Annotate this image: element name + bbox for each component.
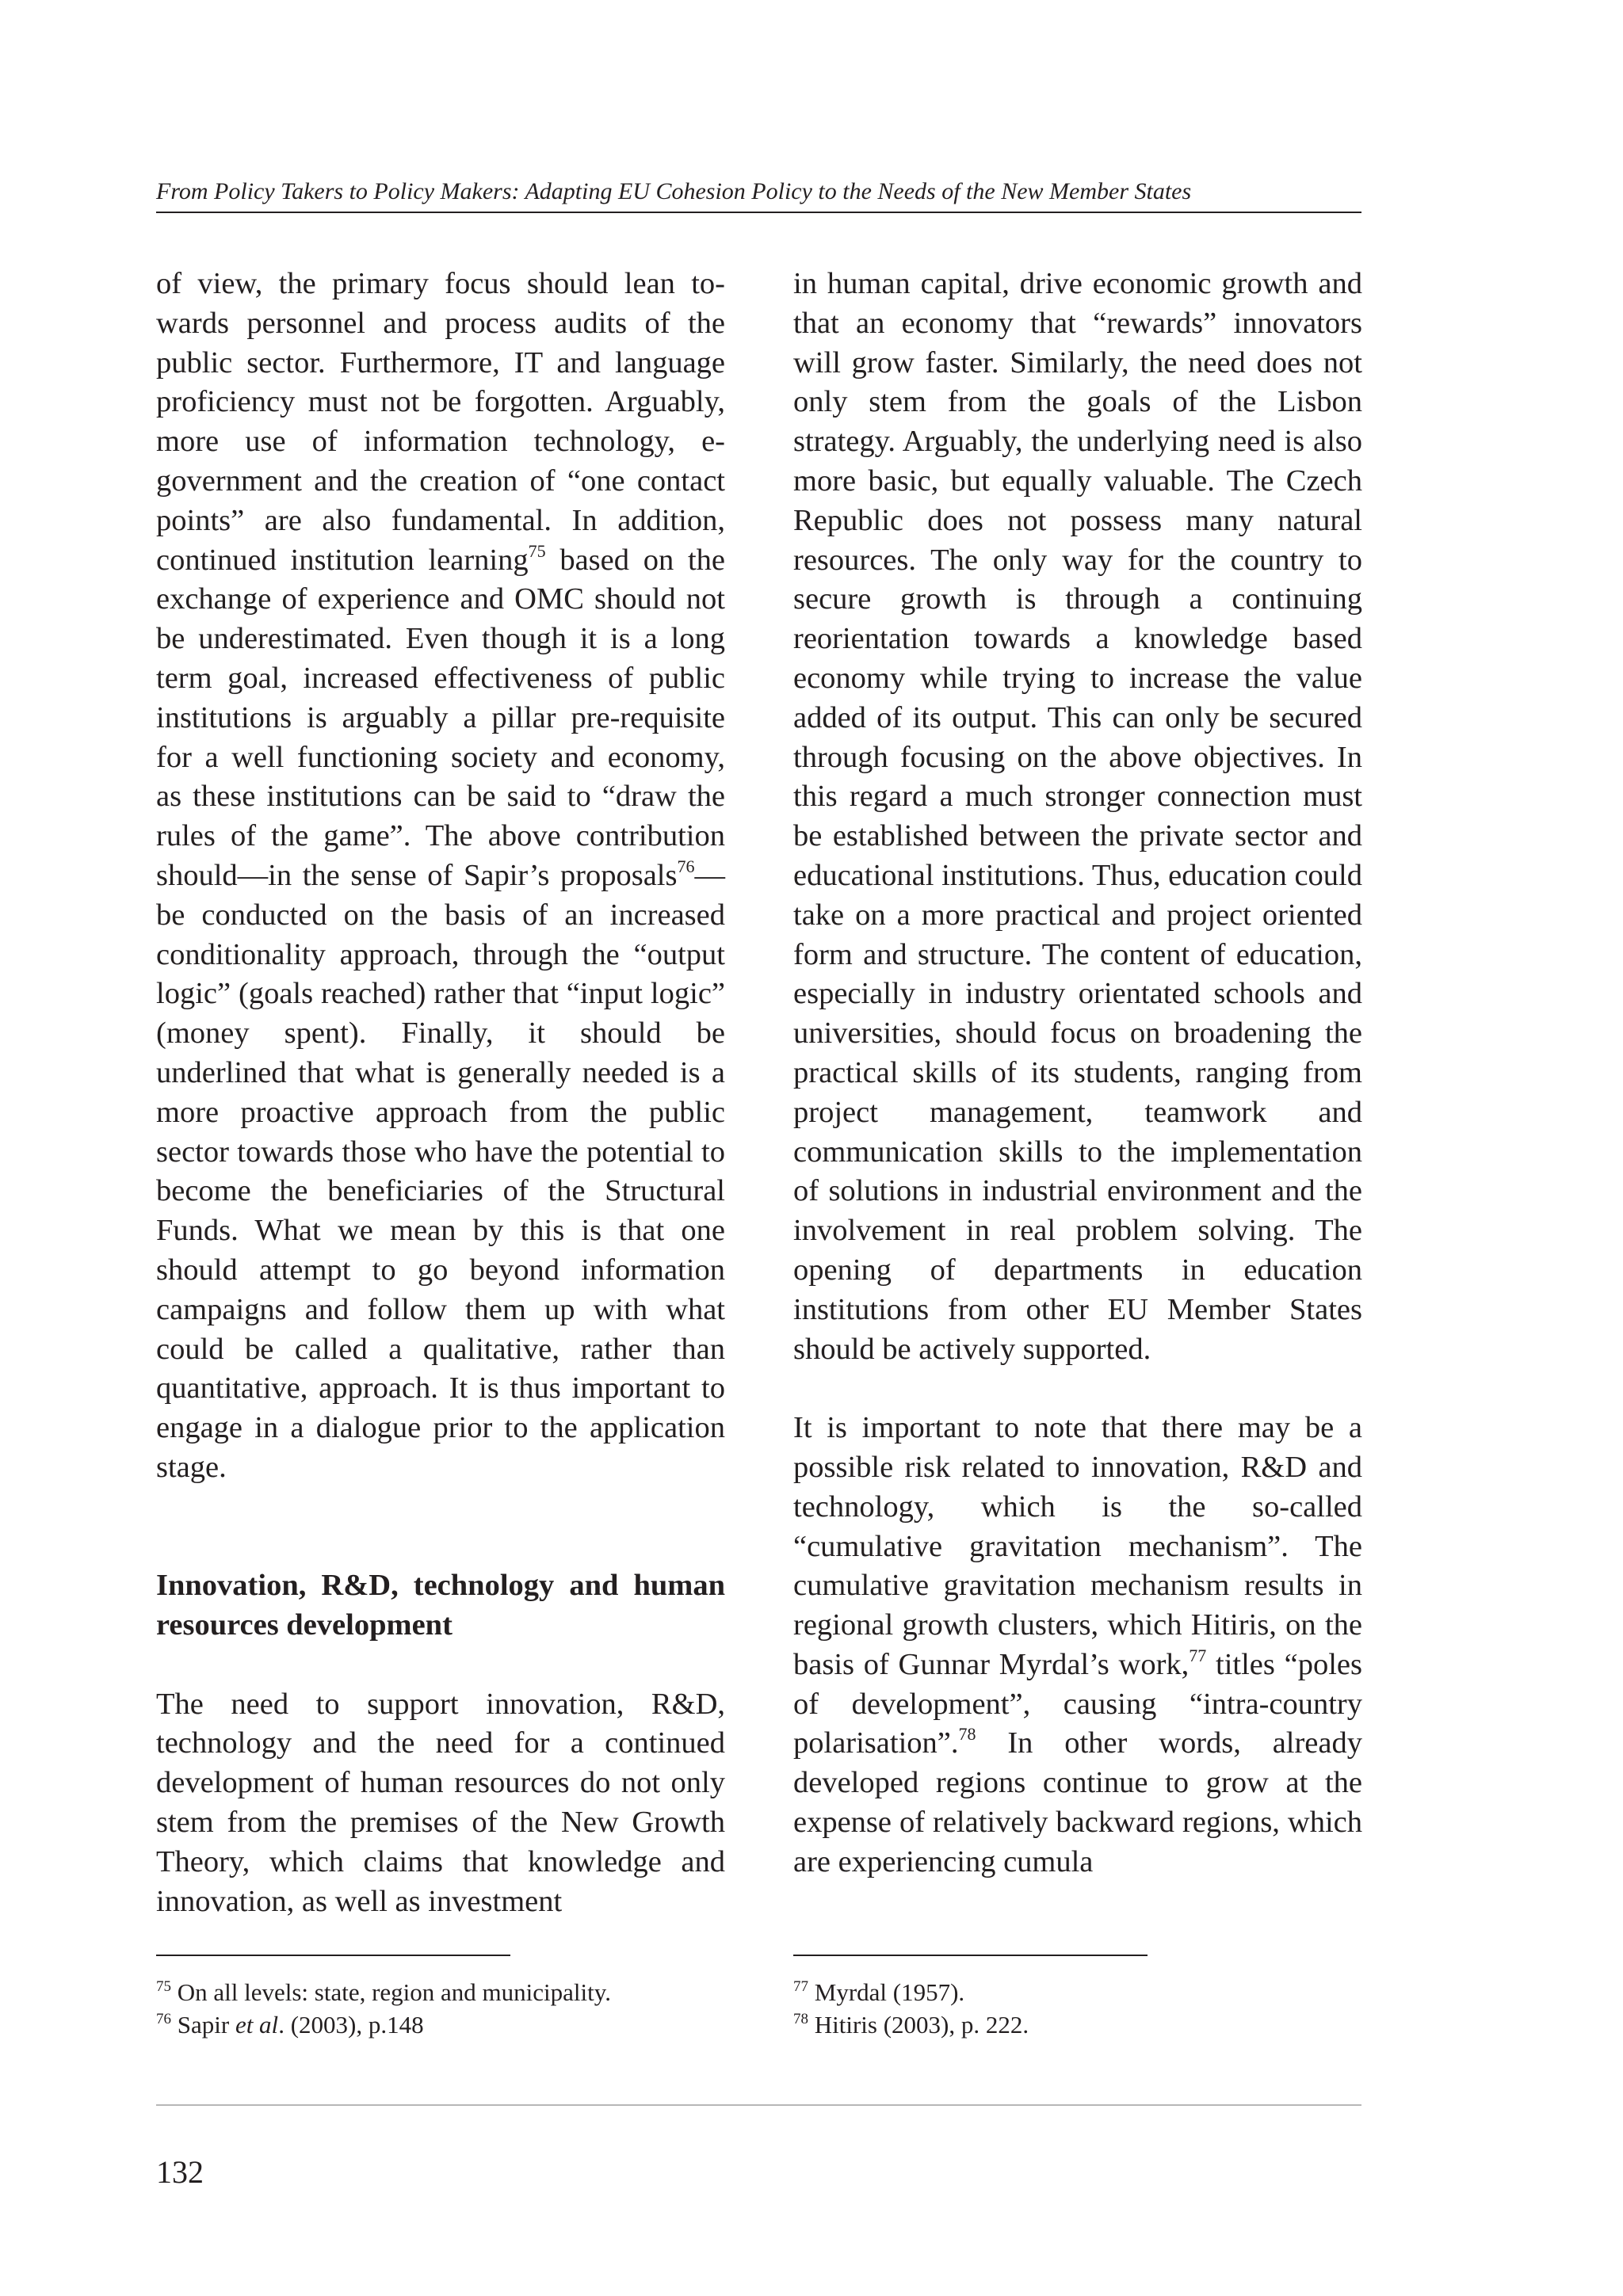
footnote-number: 75 (156, 1978, 171, 1995)
footnote-76 (156, 2008, 725, 2041)
body-paragraph: The need to support innovation, R&D, technology and the need for a continued development of human resources do not only stem from the premises of the New Growth Theory, which claims that knowledge and innovation, as well as investment (156, 1687, 725, 1918)
footnote-rule (793, 1955, 1148, 1956)
paragraph-text: of view, the primary focus should lean towards personnel and process audits of the public sector. Furthermore, IT and language proficiency must not be forgotten. Arguably, more use of information technology, e-government and the creation of “one contact points” are also fundamental. In addition, continued institution learning (156, 267, 725, 577)
footnote-ref-76: 76 (677, 856, 695, 876)
header-rule (156, 212, 1361, 213)
page-number: 132 (156, 2154, 204, 2190)
footnote-ref-78: 78 (958, 1724, 976, 1745)
body-paragraph: in human capital, drive economic growth and that an economy that “rewards” innovators will grow faster. Similarly, the need does not only stem from the goals of the Lisbon strategy. Arguably, the underlying need is also more basic, but equally valuable. The Czech Republic does not possess many natural resources. The only way for the country to secure growth is through a continuing reorientation towards a knowledge based economy while trying to increase the value added of its output. This can only be secured through focusing on the above objectives. In this regard a much stronger connection must be established between the private sector and educational institutions. Thus, education could take on a more practical and project oriented form and structure. The content of education, especially in industry orientated schools and universities, should focus on broadening the practical skills of its students, ranging from project management, teamwork and communication skills to the implementation of solutions in industrial environment and the involvement in real problem solving. The opening of departments in education institutions from other EU Member States should be actively supported. (793, 267, 1362, 1366)
paragraph-text: based on the exchange of experience and OMC should not be underestimated. Even though it is a long term goal, increased effectiveness of public institutions is arguably a pillar pre-requisite for a well functioning society and economy, as these institutions can be said to “draw the rules of the game”. The above contribution should—in the sense of Sapir’s proposals (156, 543, 725, 892)
footnote-text: Sapir (171, 2011, 235, 2039)
footnotes-left (156, 1976, 725, 2041)
footnotes-right (793, 1976, 1362, 2041)
footnote-number: 77 (793, 1978, 808, 1995)
footnote-text: Hitiris (2003), p. 222. (808, 2011, 1029, 2039)
body-paragraph (156, 265, 725, 1488)
paragraph-text: titles “poles of development”, causing “intra-country polarisation”. (793, 1647, 1362, 1760)
paragraph-text: —be conducted on the basis of an increased conditionality approach, through the “output logic” (goals reached) rather that “input logic” (money spent). Finally, it should be underlined that what is generally needed is a more proactive approach from the public sector towards those who have the potential to become the beneficiaries of the Structural Funds. What we mean by this is that one should attempt to go beyond information campaigns and follow them up with what could be called a qualitative, rather than quantitative, approach. It is thus important to engage in a dialogue prior to the application stage. (156, 858, 725, 1484)
running-header: From Policy Takers to Policy Makers: Adapting EU Cohesion Policy to the Needs of the New Member States (156, 178, 1192, 204)
footnote-78 (793, 2008, 1362, 2041)
left-column (156, 265, 725, 1921)
footnote-75 (156, 1976, 725, 2008)
section-heading: Innovation, R&D, technology and human resources development (156, 1569, 725, 1642)
footer-rule (156, 2104, 1361, 2106)
right-column (793, 265, 1362, 1882)
footnote-number: 78 (793, 2011, 808, 2027)
footnote-ref-77: 77 (1189, 1645, 1207, 1665)
body-paragraph (793, 1409, 1362, 1882)
footnote-77 (793, 1976, 1362, 2008)
footnote-ref-75: 75 (528, 540, 546, 561)
footnote-rule (156, 1955, 510, 1956)
footnote-number: 76 (156, 2011, 171, 2027)
footnote-text: Myrdal (1957). (808, 1978, 965, 2006)
paragraph-text: In other words, already developed regions continue to grow at the expense of relatively backward regions, which are experiencing cumula (793, 1726, 1362, 1878)
footnote-italic: et al (235, 2011, 279, 2039)
paragraph-text: It is important to note that there may be a possible risk related to innovation, R&D and technology, which is the so-called “cumulative gravitation mechanism”. The cumulative gravitation mechanism results in regional growth clusters, which Hitiris, on the basis of Gunnar Myrdal’s work, (793, 1411, 1362, 1681)
footnote-text: On all levels: state, region and municipality. (171, 1978, 611, 2006)
footnote-text: . (2003), p.148 (278, 2011, 424, 2039)
